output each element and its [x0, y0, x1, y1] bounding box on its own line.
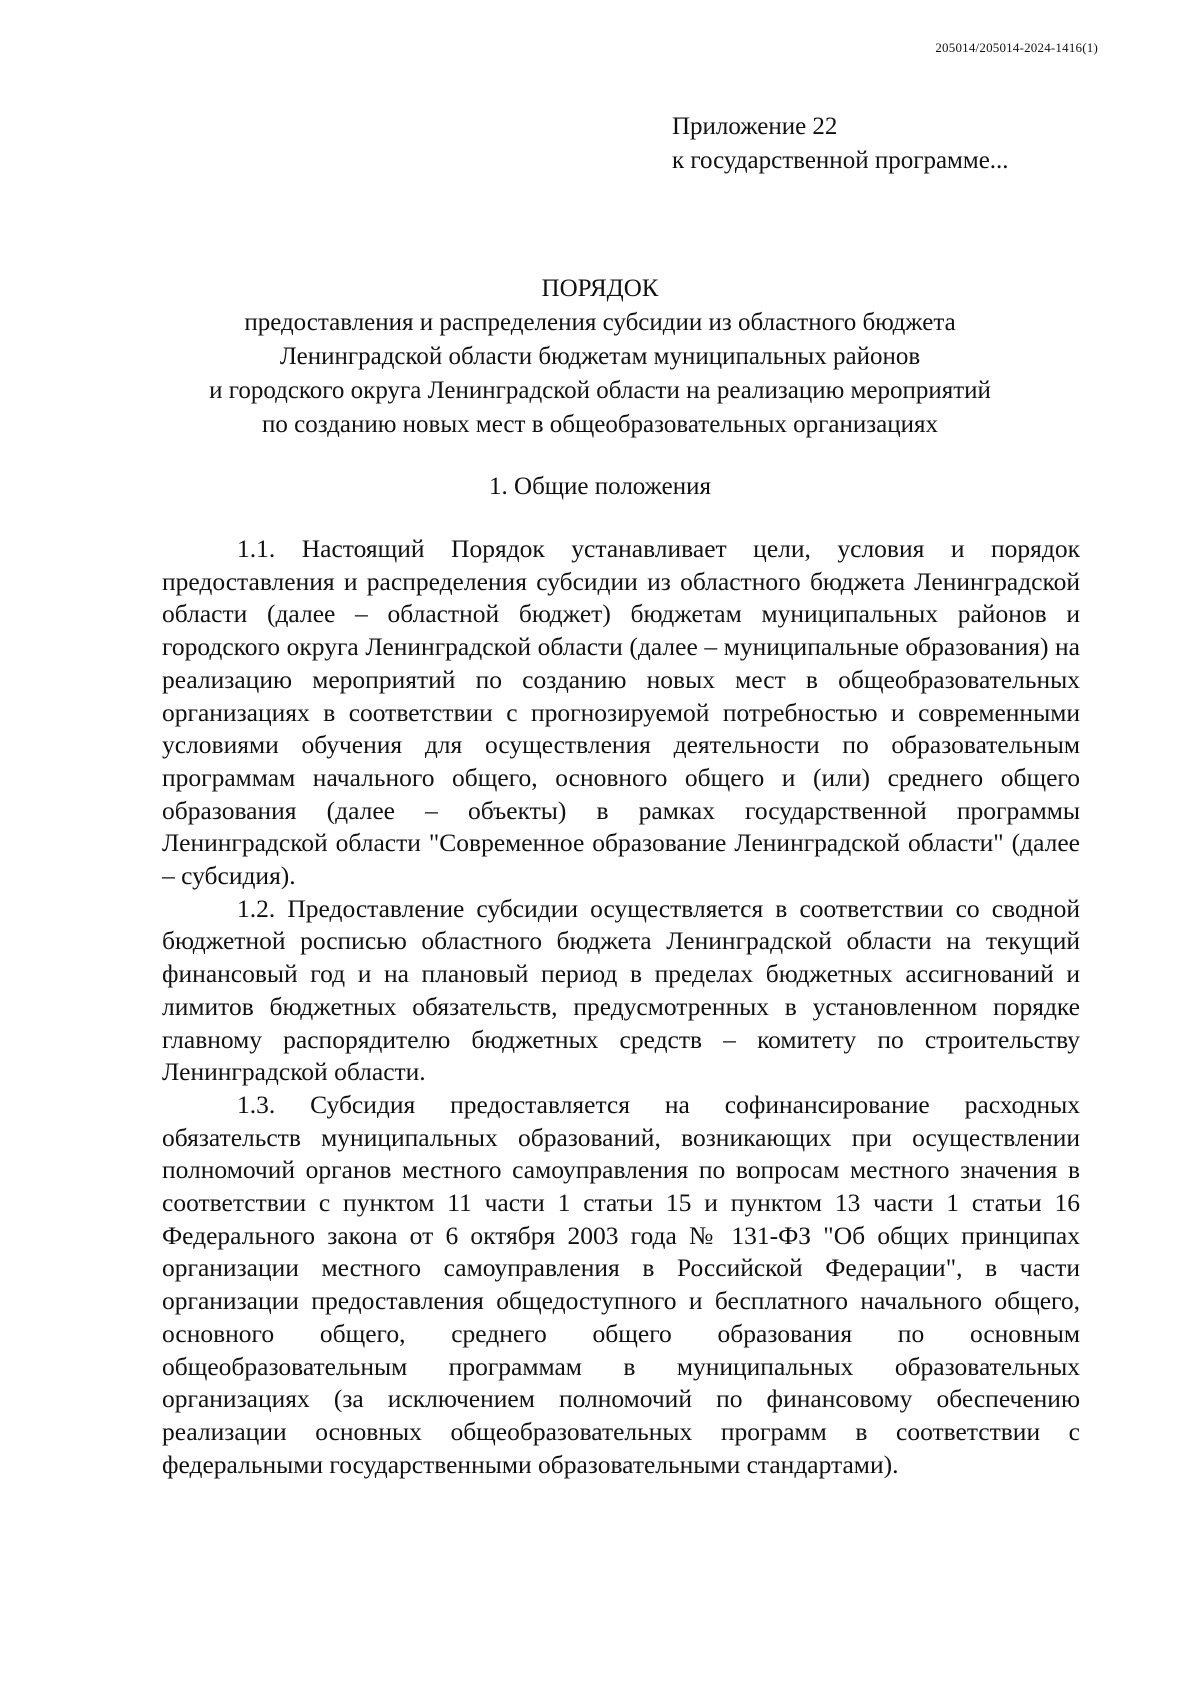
section-heading: 1. Общие положения [489, 473, 711, 500]
appendix-line-2: к государственной программе... [672, 147, 1009, 174]
document-subtitle-line-2: Ленинградской области бюджетам муниципальных районов [279, 343, 921, 370]
document-subtitle-line-3: и городского округа Ленинградской области на реализацию мероприятий [209, 377, 991, 404]
appendix-line-1: Приложение 22 [672, 113, 838, 140]
document-number: 205014/205014-2024-1416(1) [935, 40, 1098, 55]
paragraph-1-2: 1.2. Предоставление субсидии осуществляется в соответствии со сводной бюджетной росписью областного бюджета Ленинградской области на текущий финансовый год и на плановый период в пределах бюджетных ассигнований и лимитов бюджетных обязательств, предусмотренных в установленном порядке главному распорядителю бюджетных средств – комитету по строительству Ленинградской области. [162, 893, 1080, 1087]
document-subtitle-line-1: предоставления и распределения субсидии из областного бюджета [244, 309, 956, 336]
appendix-note [672, 110, 1009, 178]
paragraph-1-1: 1.1. Настоящий Порядок устанавливает цели, условия и порядок предоставления и распределения субсидии из областного бюджета Ленинградской области (далее – областной бюджет) бюджетам муниципальных районов и городского округа Ленинградской области (далее – муниципальные образования) на реализацию мероприятий по созданию новых мест в общеобразовательных организациях в соответствии с прогнозируемой потребностью и современными условиями обучения для осуществления деятельности по образовательным программам начального общего, основного общего и (или) среднего общего образования (далее – объекты) в рамках государственной программы Ленинградской области "Современное образование Ленинградской области" (далее – субсидия). [162, 534, 1080, 891]
document-subtitle-line-4: по созданию новых мест в общеобразовательных организациях [262, 411, 938, 438]
document-title-block [0, 272, 1200, 442]
section-body [162, 533, 1080, 1481]
paragraph-1-3: 1.3. Субсидия предоставляется на софинансирование расходных обязательств муниципальных образований, возникающих при осуществлении полномочий органов местного самоуправления по вопросам местного значения в соответствии с пунктом 11 части 1 статьи 15 и пунктом 13 части 1 статьи 16 Федерального закона от 6 октября 2003 года № 131-ФЗ "Об общих принципах организации местного самоуправления в Российской Федерации", в части организации предоставления общедоступного и бесплатного начального общего, основного общего, среднего общего образования по основным общеобразовательным программам в муниципальных образовательных организациях (за исключением полномочий по финансовому обеспечению реализации основных общеобразовательных программ в соответствии с федеральными государственными образовательными стандартами). [162, 1089, 1080, 1479]
document-title: ПОРЯДОК [541, 275, 659, 302]
